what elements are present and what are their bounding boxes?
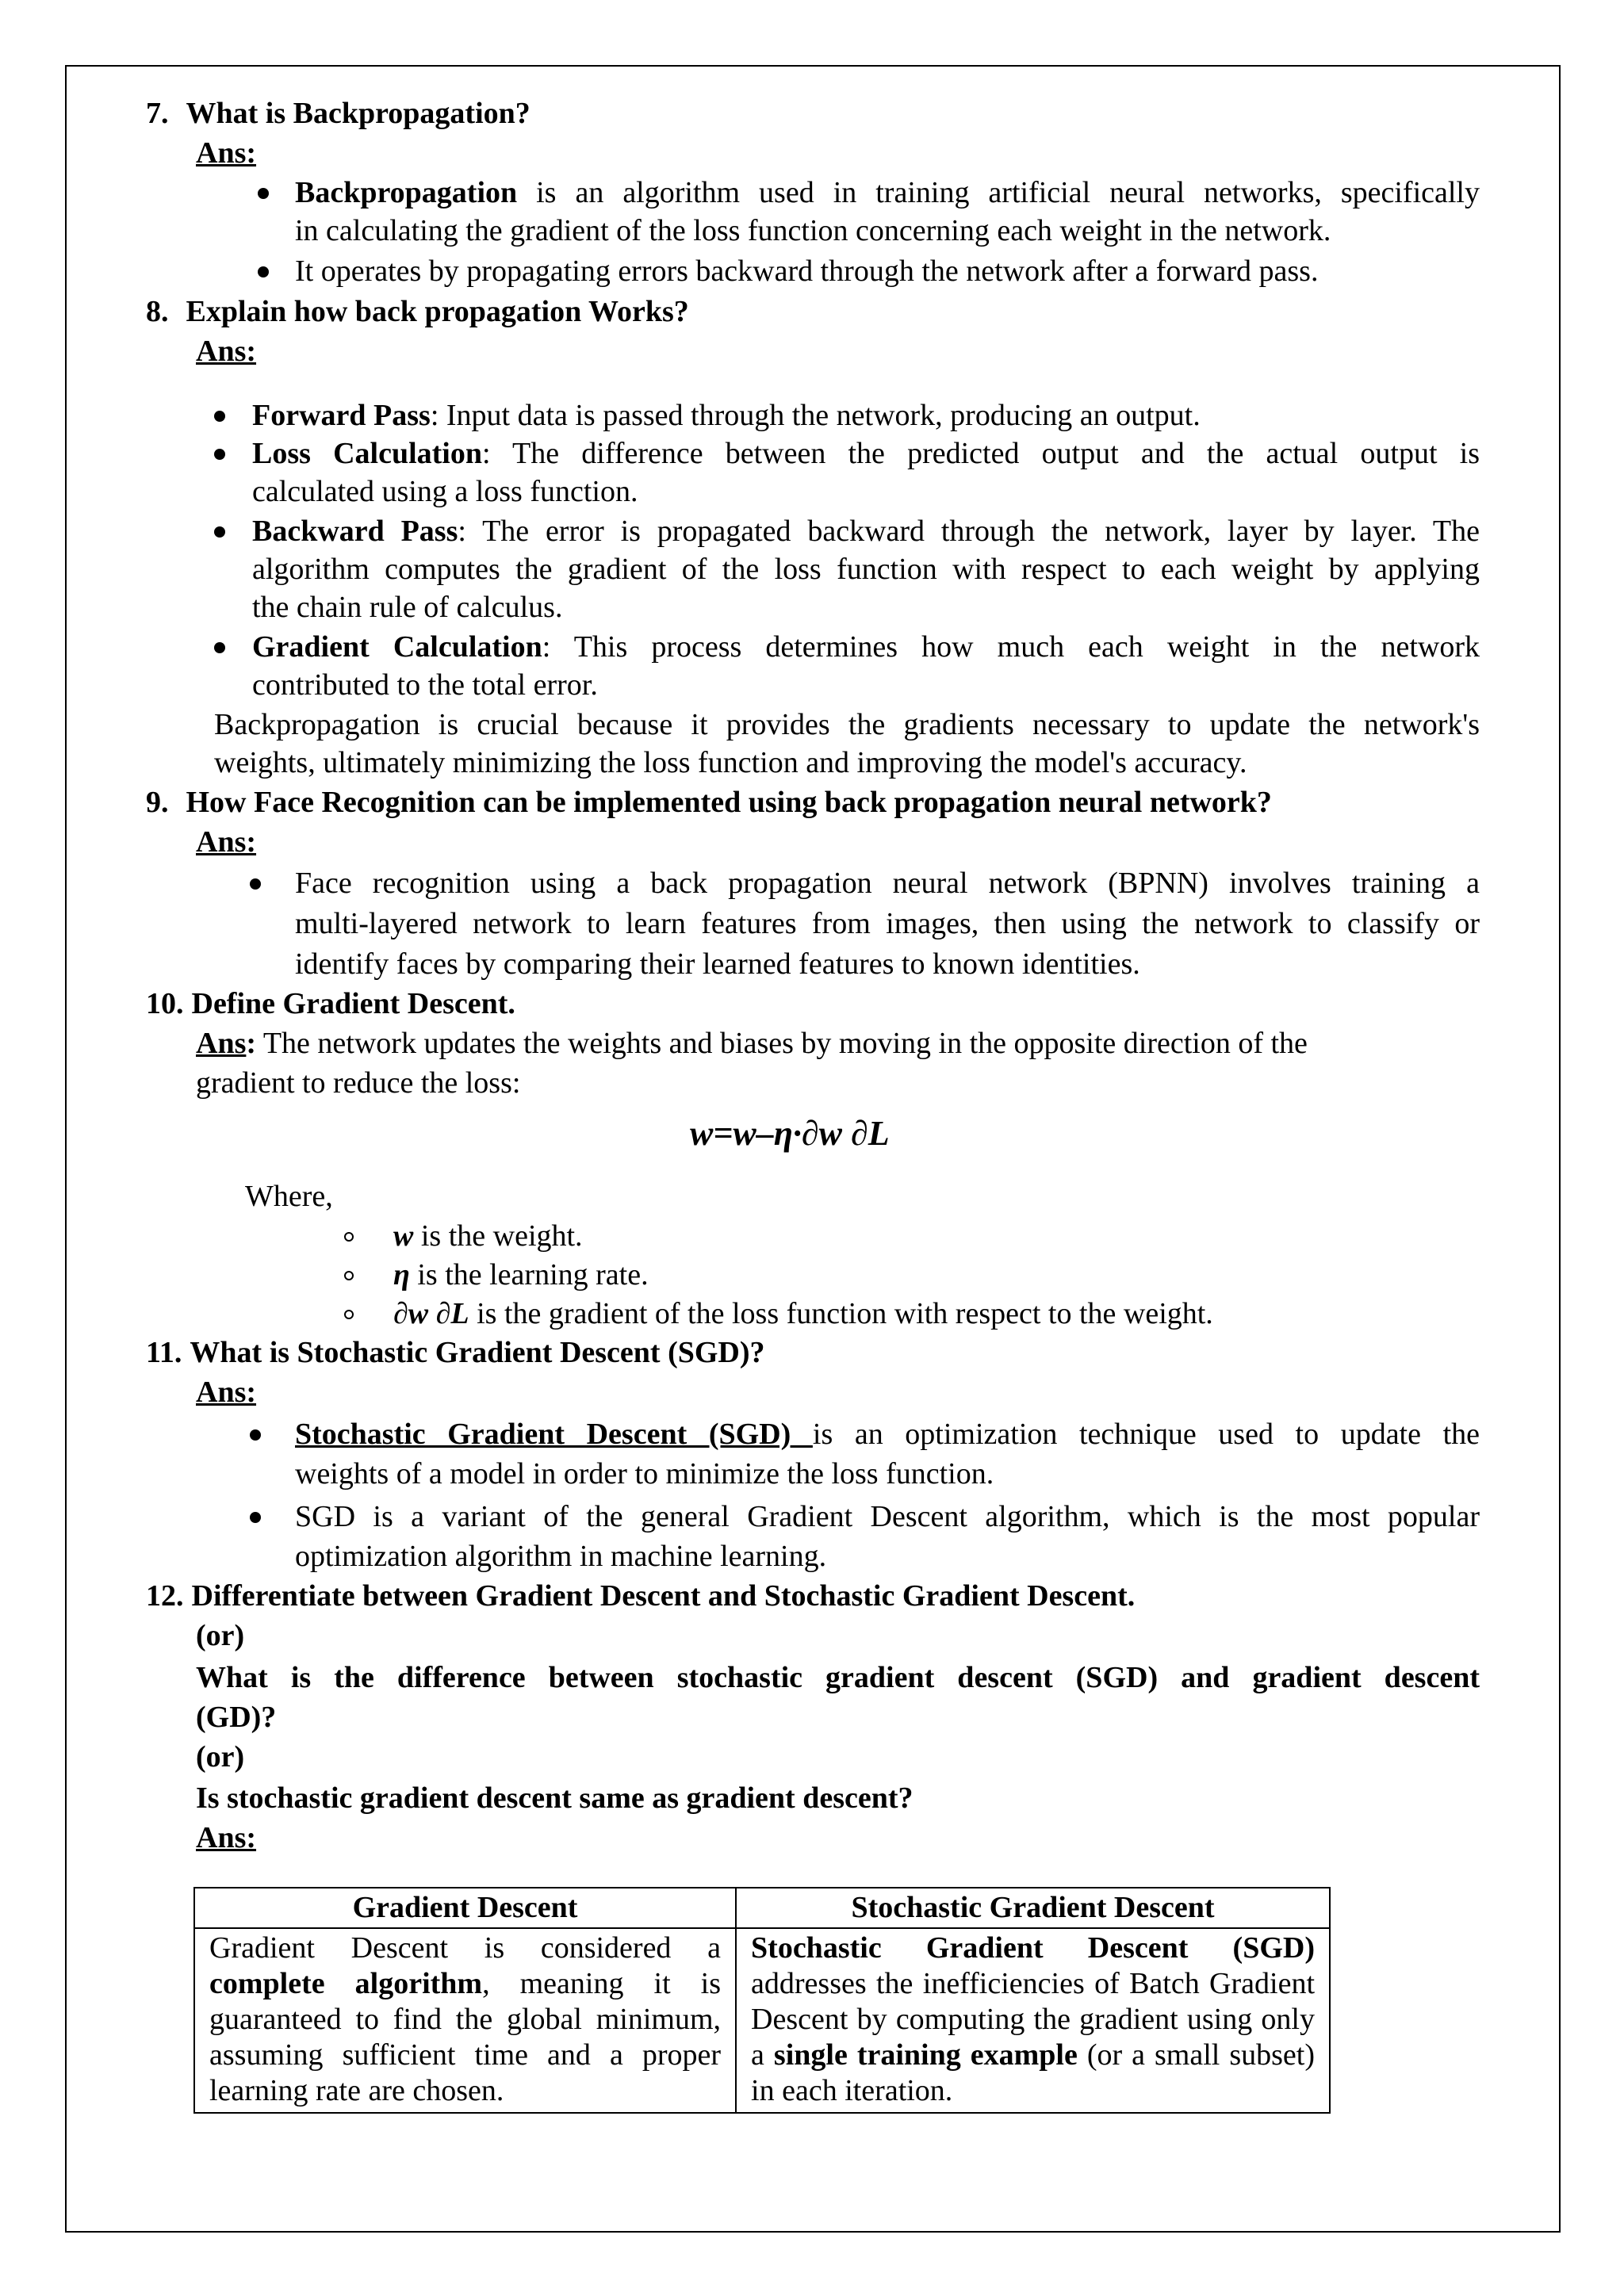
sgd-cell — [736, 1928, 1330, 2113]
ans-label: Ans: — [196, 825, 257, 859]
question-7 — [146, 95, 530, 132]
q8-summary-line-1: Backpropagation is crucial because it provides the gradients necessary to update the network's — [214, 708, 1480, 741]
circle-bullet-icon — [344, 1310, 354, 1319]
question-title: Differentiate between Gradient Descent and Stochastic Gradient Descent. — [191, 1579, 1136, 1613]
question-number: 7. — [146, 97, 169, 130]
term: Loss Calculation — [252, 437, 482, 470]
text: : The difference between the predicted output and the actual output is — [482, 437, 1480, 470]
ans-colon: : — [246, 1027, 257, 1060]
term: Backpropagation — [295, 176, 518, 209]
symbol: η — [393, 1258, 410, 1292]
question-title: How Face Recognition can be implemented using back propagation neural network? — [186, 786, 1272, 819]
question-title: Define Gradient Descent. — [191, 987, 515, 1020]
question-10 — [146, 985, 515, 1022]
q7-bullet-1-line-1 — [295, 174, 1480, 211]
q8-bullet-4-line-2: contributed to the total error. — [252, 668, 598, 702]
text: addresses the inefficiencies of Batch Gradient Descent by computing the gradient using only a — [751, 1967, 1315, 2072]
q8-bullet-3-line-1 — [252, 513, 1480, 549]
term: Stochastic Gradient Descent (SGD) — [295, 1418, 813, 1451]
symbol: w — [393, 1219, 414, 1253]
gd-cell — [194, 1928, 736, 2113]
text: : The error is propagated backward through the network, layer by layer. The — [458, 515, 1480, 548]
term: Backward Pass — [252, 515, 458, 548]
question-title: What is Stochastic Gradient Descent (SGD)? — [190, 1336, 765, 1369]
ans-label: Ans — [196, 1027, 247, 1060]
question-title: Explain how back propagation Works? — [186, 295, 689, 328]
or-label: (or) — [196, 1619, 245, 1652]
q11-bullet-2-line-2: optimization algorithm in machine learning. — [295, 1540, 827, 1573]
text: , meaning it is guaranteed to find the global minimum, assuming sufficient time and a proper learning rate are chosen. — [209, 1967, 722, 2107]
column-header: Stochastic Gradient Descent — [736, 1888, 1330, 1928]
q7-bullet-1-line-2: in calculating the gradient of the loss function concerning each weight in the network. — [295, 214, 1331, 247]
question-number: 8. — [146, 295, 169, 328]
text: (or a small subset) in each iteration. — [751, 2038, 1315, 2107]
bullet-icon — [214, 526, 225, 538]
where-label: Where, — [245, 1180, 333, 1213]
text: is an algorithm used in training artificial neural networks, specifically — [517, 176, 1480, 209]
where-item-2 — [393, 1257, 649, 1293]
q9-bullet-1-line-3: identify faces by comparing their learned features to known identities. — [295, 947, 1140, 981]
q8-bullet-1 — [252, 397, 1201, 434]
gradient-descent-formula: w=w–η·∂w ∂L — [690, 1114, 890, 1153]
term: Gradient Calculation — [252, 630, 542, 664]
bullet-icon — [258, 266, 269, 277]
text: : Input data is passed through the network, producing an output. — [430, 399, 1201, 432]
q7-bullet-2: It operates by propagating errors backward through the network after a forward pass. — [295, 254, 1319, 288]
term: Stochastic Gradient Descent (SGD) — [751, 1931, 1315, 1965]
q8-bullet-3-line-2: algorithm computes the gradient of the loss function with respect to each weight by applying — [252, 553, 1480, 586]
ans-label: Ans: — [196, 136, 257, 170]
q8-bullet-4-line-1 — [252, 629, 1480, 665]
question-12 — [146, 1578, 1135, 1614]
q8-bullet-2-line-1 — [252, 435, 1480, 472]
question-number: 12. — [146, 1579, 184, 1613]
question-8 — [146, 293, 689, 330]
bullet-icon — [214, 411, 225, 422]
table-row — [194, 1928, 1330, 2113]
q11-bullet-2-line-1: SGD is a variant of the general Gradient Descent algorithm, which is the most popular — [295, 1500, 1480, 1533]
question-title: What is Backpropagation? — [186, 97, 530, 130]
or-label: (or) — [196, 1740, 245, 1774]
q12-alt-title-line-2: (GD)? — [196, 1701, 277, 1734]
ans-label: Ans: — [196, 335, 257, 368]
comparison-table — [193, 1887, 1331, 2114]
symbol: ∂w ∂L — [393, 1297, 469, 1330]
text: is the learning rate. — [409, 1258, 649, 1292]
term: Forward Pass — [252, 399, 431, 432]
question-number: 10. — [146, 987, 184, 1020]
column-header: Gradient Descent — [194, 1888, 736, 1928]
q11-bullet-1-line-2: weights of a model in order to minimize the loss function. — [295, 1457, 994, 1490]
q11-bullet-1-line-1 — [295, 1416, 1480, 1452]
circle-bullet-icon — [344, 1271, 354, 1280]
text: is the gradient of the loss function with respect to the weight. — [469, 1297, 1213, 1330]
text: is the weight. — [413, 1219, 583, 1253]
q12-alt-title-2: Is stochastic gradient descent same as gradient descent? — [196, 1781, 914, 1815]
question-number: 11. — [146, 1336, 182, 1369]
ans-label: Ans: — [196, 1821, 257, 1854]
question-number: 9. — [146, 786, 169, 819]
text: Gradient Descent is considered a — [209, 1931, 722, 1965]
term: complete algorithm — [209, 1967, 483, 2000]
q10-answer-line-2: gradient to reduce the loss: — [196, 1066, 521, 1100]
question-11 — [146, 1334, 765, 1371]
table-header-row — [194, 1888, 1330, 1928]
text: is an optimization technique used to update the — [812, 1418, 1480, 1451]
where-item-3 — [393, 1295, 1213, 1332]
bullet-icon — [214, 449, 225, 460]
text: : This process determines how much each weight in the network — [542, 630, 1480, 664]
ans-label: Ans: — [196, 1376, 257, 1409]
bullet-icon — [250, 878, 261, 890]
bullet-icon — [214, 642, 225, 653]
q8-bullet-3-line-3: the chain rule of calculus. — [252, 591, 563, 624]
q10-answer-line-1 — [196, 1025, 1308, 1062]
bullet-icon — [250, 1512, 261, 1523]
q8-bullet-2-line-2: calculated using a loss function. — [252, 475, 638, 508]
q12-alt-title-line-1: What is the difference between stochastic gradient descent (SGD) and gradient descent — [196, 1661, 1480, 1694]
q9-bullet-1-line-2: multi-layered network to learn features from images, then using the network to classify or — [295, 907, 1480, 940]
bullet-icon — [258, 188, 269, 199]
q9-bullet-1-line-1: Face recognition using a back propagation neural network (BPNN) involves training a — [295, 867, 1480, 900]
circle-bullet-icon — [344, 1232, 354, 1242]
where-item-1 — [393, 1218, 583, 1254]
q8-summary-line-2: weights, ultimately minimizing the loss function and improving the model's accuracy. — [214, 746, 1247, 779]
text: The network updates the weights and biases by moving in the opposite direction of the — [256, 1027, 1308, 1060]
term: single training example — [773, 2038, 1078, 2072]
bullet-icon — [250, 1429, 261, 1441]
question-9 — [146, 784, 1272, 821]
